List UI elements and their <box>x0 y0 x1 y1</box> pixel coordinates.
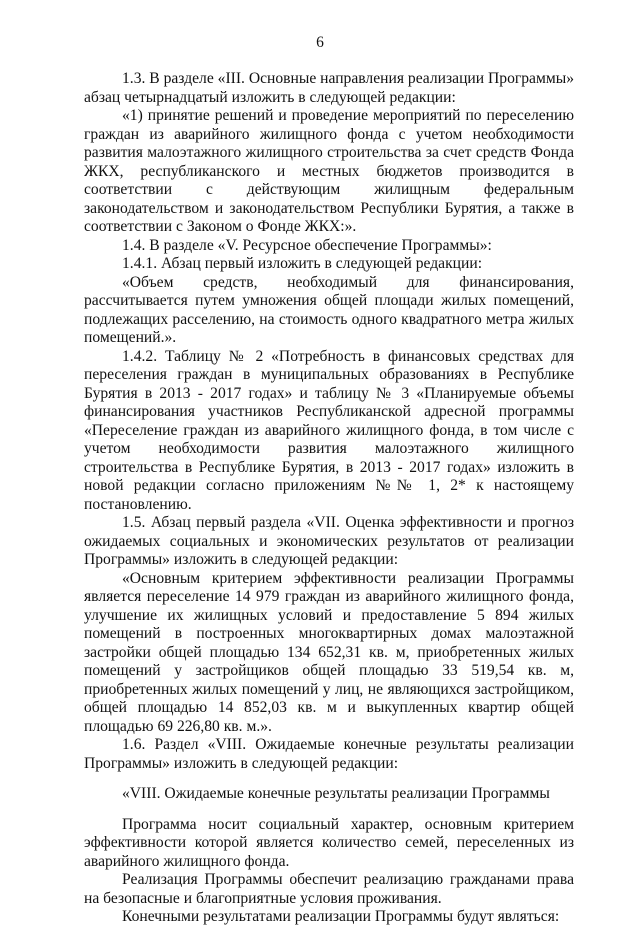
paragraph-quote-criteria: «Основным критерием эффективности реализации Программы является переселение 14 979 граждан из аварийного жилищного фонда, улучшение их жилищных условий и предоставление 5 894 жилых помещений в построенных многоквартирных домах малоэтажной застройки общей площадью 134 652,31 кв. м, приобретенных жилых помещений у застройщиков общей площадью 33 519,54 кв. м, приобретенных жилых помещений у лиц, не являющихся застройщиком, общей площадью 14 852,03 кв. м и выкупленных квартир общей площадью 69 226,80 кв. м.». <box>84 569 574 735</box>
paragraph-1-5: 1.5. Абзац первый раздела «VII. Оценка эффективности и прогноз ожидаемых социальных и экономических результатов от реализации Программы» изложить в следующей редакции: <box>84 514 574 568</box>
paragraph-final-results: Конечными результатами реализации Программы будут являться: <box>122 908 560 925</box>
paragraph-1-4: 1.4. В разделе «V. Ресурсное обеспечение Программы»: <box>122 236 492 254</box>
paragraph-quote-item-1: «1) принятие решений и проведение мероприятий по переселению граждан из аварийного жилищного фонда с учетом необходимости развития малоэтажного жилищного строительства за счет средств Фонда ЖКХ, республиканского и местных бюджетов производится в соответствии с действующим жилищным федеральным законодательством и законодательством Республики Бурятия, а также в соответствии с Законом о Фонде ЖКХ:». <box>84 107 574 235</box>
paragraph-implementation: Реализация Программы обеспечит реализацию гражданами права на безопасные и благоприятные условия проживания. <box>84 871 574 907</box>
paragraph-1-4-2: 1.4.2. Таблицу № 2 «Потребность в финансовых средствах для переселения граждан в муниципальных образованиях в Республике Бурятия в 2013 - 2017 годах» и таблицу № 3 «Планируемые объемы финансирования участников Республиканской адресной программы «Переселение граждан из аварийного жилищного фонда, в том числе с учетом необходимости развития малоэтажного жилищного строительства в Республике Бурятия, в 2013 - 2017 годах» изложить в новой редакции согласно приложениям №№ 1, 2* к настоящему постановлению. <box>84 347 574 513</box>
paragraph-1-4-1: 1.4.1. Абзац первый изложить в следующей редакции: <box>122 255 483 272</box>
section-heading-viii: «VIII. Ожидаемые конечные результаты реализации Программы <box>122 785 550 802</box>
paragraph-quote-funding: «Объем средств, необходимый для финансирования, рассчитывается путем умножения общей площади жилых помещений, подлежащих расселению, на стоимость одного квадратного метра жилых помещений.». <box>84 273 574 346</box>
paragraph-social-character: Программа носит социальный характер, основным критерием эффективности которой является количество семей, переселенных из аварийного жилищного фонда. <box>84 815 574 870</box>
paragraph-1-6: 1.6. Раздел «VIII. Ожидаемые конечные результаты реализации Программы» изложить в следующей редакции: <box>84 736 574 772</box>
document-body <box>84 70 574 927</box>
paragraph-1-3: 1.3. В разделе «III. Основные направления реализации Программы» абзац четырнадцатый изложить в следующей редакции: <box>84 70 574 106</box>
page-number: 6 <box>316 34 324 51</box>
